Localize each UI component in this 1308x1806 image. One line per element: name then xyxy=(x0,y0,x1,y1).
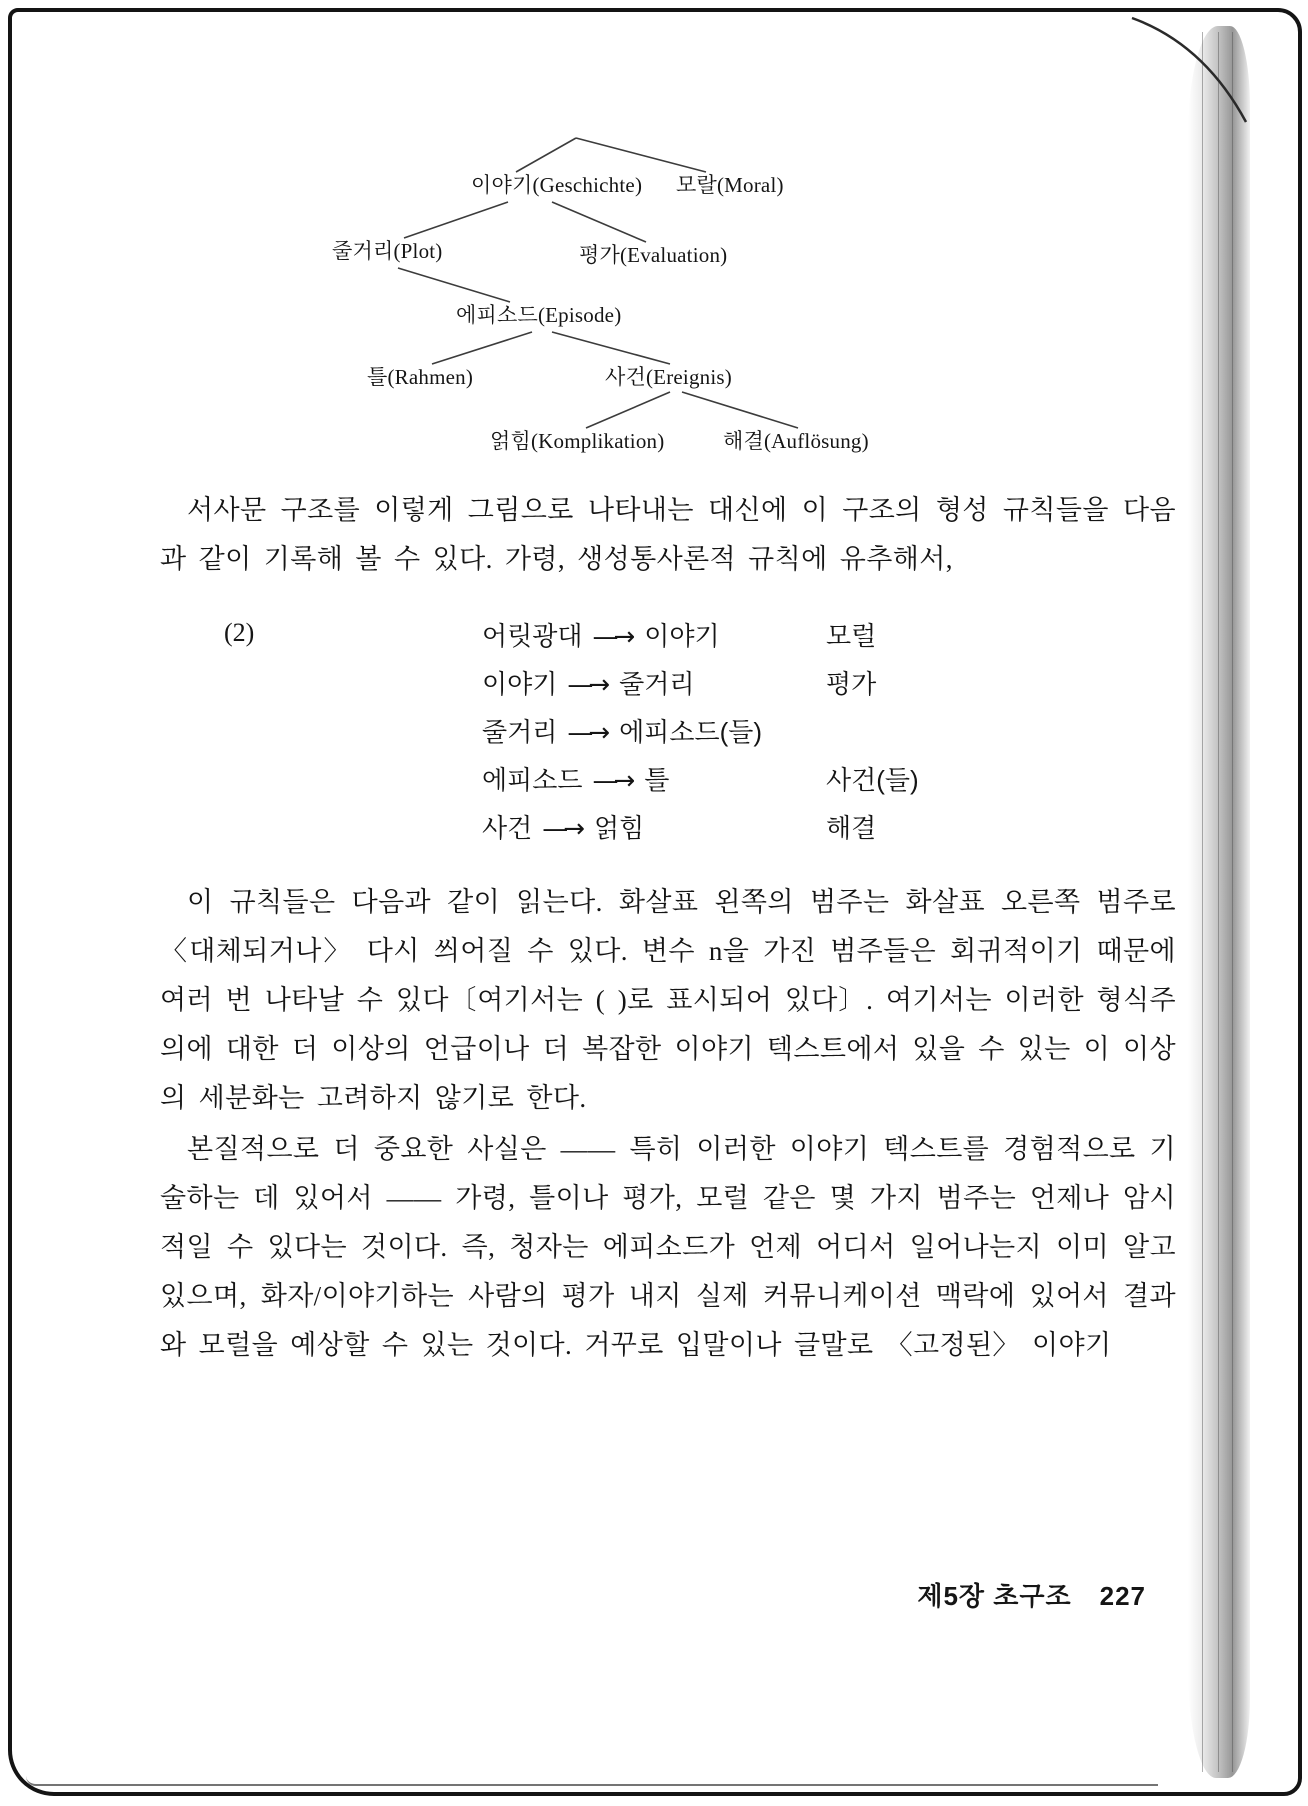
tree-node-rahmen: 틀(Rahmen) xyxy=(367,365,474,389)
paragraph-rules-explanation: 이 규칙들은 다음과 같이 읽는다. 화살표 왼쪽의 범주는 화살표 오른쪽 범주로 〈대체되거나〉 다시 씌어질 수 있다. 변수 n을 가진 범주들은 회귀적이기 때문에 여러 번 나타날 수 있다〔여기서는 ( )로 표시되어 있다〕. 여기서는 이러한 형식주의에 대한 더 이상의 언급이나 더 복잡한 이야기 텍스트에서 있을 수 있는 이 이상의 세분화는 고려하지 않기로 한다. xyxy=(160,887,1176,1113)
rules-list xyxy=(482,612,1176,852)
rule-lhs: 어릿광대 xyxy=(482,621,583,651)
page-number: 227 xyxy=(1099,1581,1146,1611)
tree-node-evaluation: 평가(Evaluation) xyxy=(579,243,728,267)
page-edge-line xyxy=(1218,32,1219,1772)
page-corner-curl xyxy=(1118,10,1268,130)
tree-node-komplikation: 얽힘(Komplikation) xyxy=(490,429,665,453)
rule-rhs1: 얽힘 xyxy=(594,813,645,843)
rule-lhs: 에피소드 xyxy=(482,765,583,795)
paragraph-discussion: 본질적으로 더 중요한 사실은 —— 특히 이러한 이야기 텍스트를 경험적으로 기술하는 데 있어서 —— 가령, 틀이나 평가, 모럴 같은 몇 가지 범주는 언제나 암시적일 수 있다는 것이다. 즉, 청자는 에피소드가 언제 어디서 일어나는지 이미 알고 있으며, 화자/이야기하는 사람의 평가 내지 실제 커뮤니케이션 맥락에 있어서 결과와 모럴을 예상할 수 있는 것이다. 거꾸로 입말이나 글말로 〈고정된〉 이야기 xyxy=(160,1134,1176,1360)
book-fore-edge xyxy=(1188,26,1250,1778)
rule-rhs1: 틀 xyxy=(644,765,670,795)
rule-rhs1: 에피소드(들) xyxy=(619,717,763,747)
chapter-label: 제5장 초구조 xyxy=(917,1581,1072,1611)
page-under-line xyxy=(26,1776,1158,1786)
rules-number-label: (2) xyxy=(224,618,255,647)
page-footer xyxy=(160,1576,1176,1613)
tree-node-moral: 모랄(Moral) xyxy=(676,173,784,197)
rule-rhs2: 해결 xyxy=(826,813,877,843)
long-right-arrow-icon: —→ xyxy=(567,670,606,700)
rule-rhs1: 이야기 xyxy=(644,621,720,651)
tree-node-geschichte: 이야기(Geschichte) xyxy=(471,173,643,197)
page-edge-line xyxy=(1232,32,1233,1772)
paragraph-intro: 서사문 구조를 이렇게 그림으로 나타내는 대신에 이 구조의 형성 규칙들을 다음과 같이 기록해 볼 수 있다. 가령, 생성통사론적 규칙에 유추해서, xyxy=(160,495,1176,574)
page-content xyxy=(160,128,1176,1370)
rule-rhs2: 사건(들) xyxy=(826,765,919,795)
rule-rhs2: 평가 xyxy=(826,669,877,699)
tree-node-episode: 에피소드(Episode) xyxy=(456,303,622,327)
tree-lines xyxy=(160,128,1176,462)
tree-node-plot: 줄거리(Plot) xyxy=(332,239,443,263)
rewrite-rules-block xyxy=(160,612,1176,852)
tree-node-aufloesung: 해결(Auflösung) xyxy=(723,429,869,453)
long-right-arrow-icon: —→ xyxy=(592,766,631,796)
rule-rhs2: 모럴 xyxy=(826,621,877,651)
rule-row xyxy=(482,612,1176,660)
rule-rhs1: 줄거리 xyxy=(619,669,695,699)
page-edge-line xyxy=(1202,32,1203,1772)
long-right-arrow-icon: —→ xyxy=(542,814,581,844)
tree-node-ereignis: 사건(Ereignis) xyxy=(605,365,732,389)
rule-lhs: 줄거리 xyxy=(482,717,558,747)
structure-tree-diagram xyxy=(160,128,1176,462)
rule-row xyxy=(482,708,1176,756)
rule-lhs: 사건 xyxy=(482,813,533,843)
rule-row xyxy=(482,660,1176,708)
long-right-arrow-icon: —→ xyxy=(592,622,631,652)
rule-row xyxy=(482,756,1176,804)
rule-lhs: 이야기 xyxy=(482,669,558,699)
long-right-arrow-icon: —→ xyxy=(567,718,606,748)
rule-row xyxy=(482,804,1176,852)
